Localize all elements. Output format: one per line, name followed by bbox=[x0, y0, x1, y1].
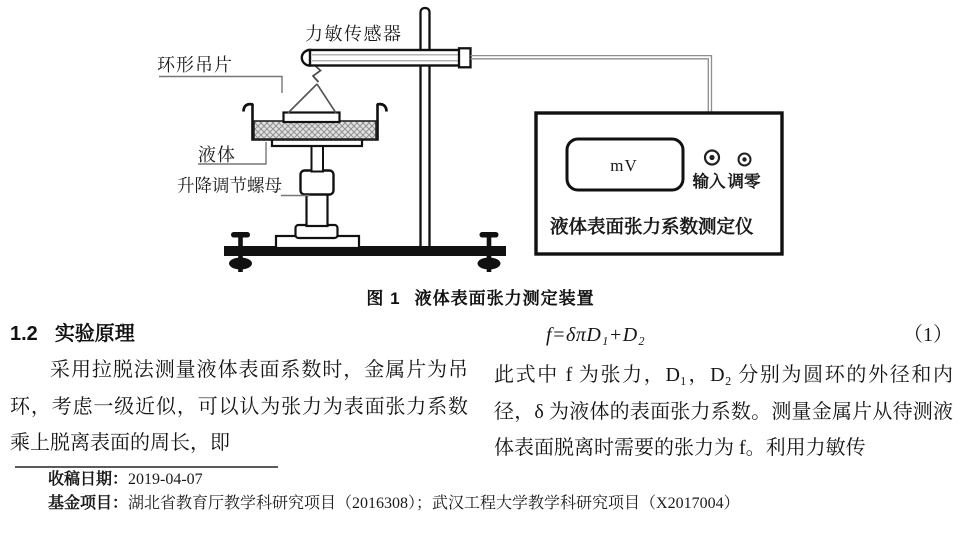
nut-label: 升降调节螺母 bbox=[177, 175, 282, 196]
lift-rod bbox=[312, 145, 324, 172]
figure-caption-text: 液体表面张力测定装置 bbox=[414, 289, 595, 308]
sensor-arm-cap bbox=[302, 50, 310, 66]
zero-jack-pin bbox=[742, 157, 746, 161]
received-date-label: 收稿日期： bbox=[48, 471, 129, 488]
received-date-value: 2019-04-07 bbox=[128, 471, 203, 488]
ring-leader-line bbox=[159, 77, 282, 94]
formula-line bbox=[494, 320, 953, 354]
sensor-label: 力敏传感器 bbox=[305, 24, 403, 44]
instrument-name-label: 液体表面张力系数测定仪 bbox=[550, 218, 754, 238]
hanging-strings bbox=[288, 84, 336, 113]
sensor-arm bbox=[309, 50, 461, 66]
stand-base bbox=[224, 246, 506, 256]
adjust-nut bbox=[301, 171, 334, 195]
formula-number: （1） bbox=[903, 324, 953, 346]
stand-rod bbox=[421, 8, 430, 250]
zero-jack-label: 调零 bbox=[727, 172, 761, 191]
input-jack-label: 输入 bbox=[692, 172, 726, 191]
ring-plate bbox=[284, 113, 340, 123]
figure-caption bbox=[0, 284, 961, 309]
right-paragraph: 此式中 f 为张力，D₁，D₂ 分别为圆环的外径和内径，δ 为液体的表面张力系数。测量金属片从待测液体表面脱离时需要的张力为 f。利用力敏传 bbox=[494, 364, 953, 459]
pedestal-column bbox=[307, 193, 328, 226]
input-jack-pin bbox=[709, 155, 714, 160]
fund-project-label: 基金项目： bbox=[48, 495, 129, 512]
left-column bbox=[10, 320, 468, 467]
section-heading bbox=[10, 320, 468, 352]
formula-expression: f=δπD₁+D₂ bbox=[546, 324, 646, 346]
received-date-line bbox=[10, 468, 953, 492]
section-number: 1.2 bbox=[10, 323, 38, 345]
hook bbox=[313, 66, 321, 82]
liquid-surface bbox=[254, 121, 376, 139]
liquid-label: 液体 bbox=[198, 145, 236, 165]
ring-label: 环形吊片 bbox=[157, 55, 233, 75]
section-title: 实验原理 bbox=[54, 323, 135, 345]
fund-project-value: 湖北省教育厅教学科研究项目（2016308）；武汉工程大学教学科研究项目（X2017004） bbox=[128, 495, 740, 512]
display-unit-label: mV bbox=[610, 156, 638, 175]
fund-project-line bbox=[10, 492, 953, 516]
body-columns bbox=[10, 320, 953, 467]
sensor-arm-end bbox=[459, 48, 471, 67]
left-paragraph: 采用拉脱法测量液体表面系数时，金属片为吊环，考虑一级近似，可以认为张力为表面张力系数乘上脱离表面的周长，即 bbox=[10, 359, 468, 454]
right-column bbox=[494, 320, 953, 467]
footnote-block bbox=[10, 466, 953, 516]
figure-caption-number: 图 1 bbox=[366, 289, 401, 308]
